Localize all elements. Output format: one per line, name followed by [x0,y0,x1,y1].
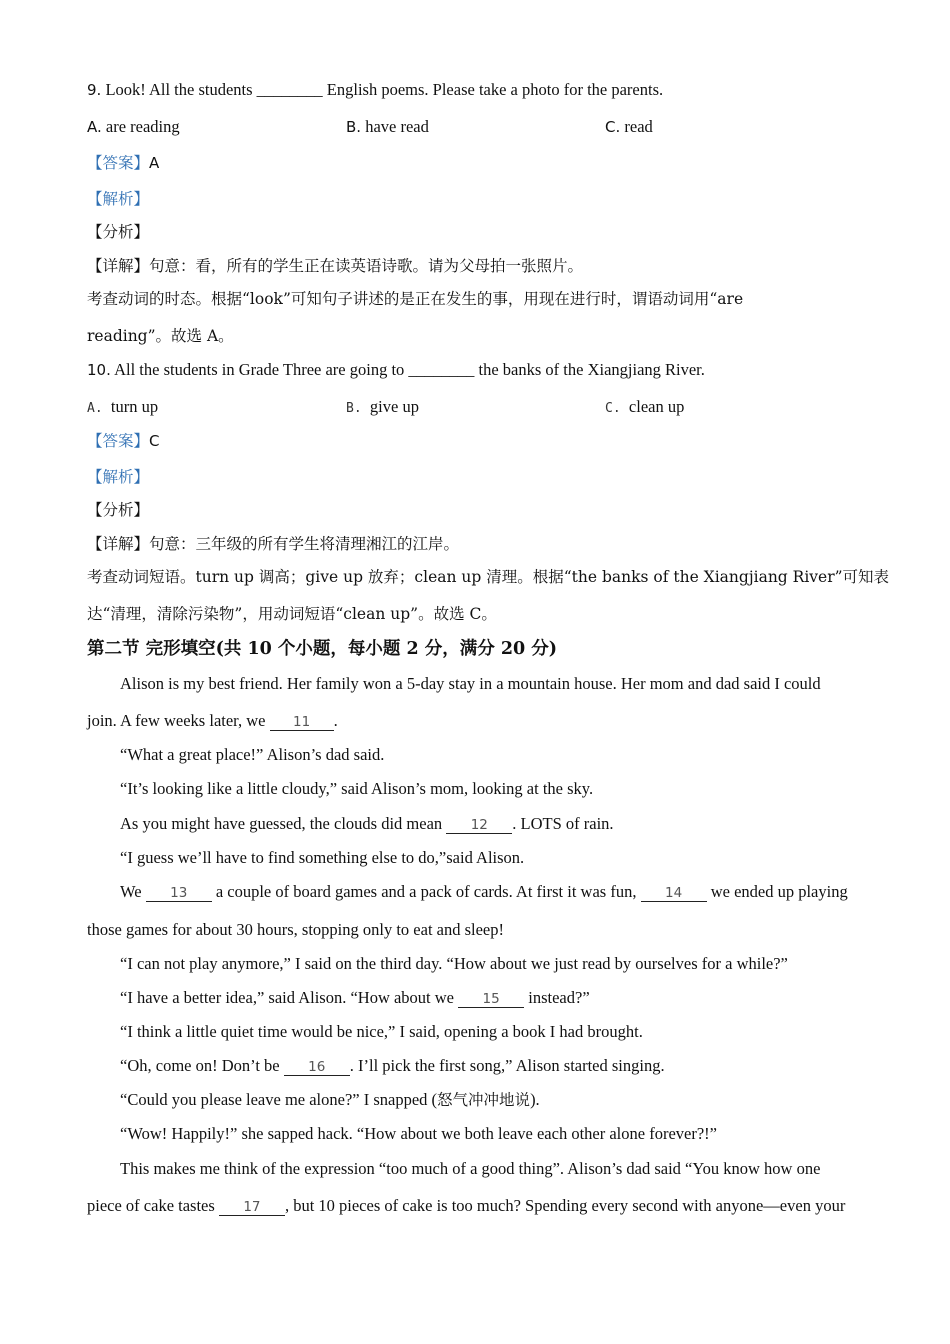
question-text: Look! All the students ________ English poems. Please take a photo for the parents. [105,80,664,99]
fenxi-tag: 【分析】 [87,501,150,519]
passage-line [120,988,590,1008]
passage-text: join. A few weeks later, we [87,711,266,730]
blank-11[interactable]: 11 [270,715,334,731]
option-b [346,117,429,137]
passage-line: “I guess we’ll have to find something else to do,”said Alison. [120,848,525,867]
answer-tag: 【答案】 [87,154,150,172]
section-heading: 第二节 完形填空(共 10 个小题，每小题 2 分，满分 20 分) [87,639,558,659]
passage-text: “Could you please leave me alone?” I snapped ( [120,1090,438,1109]
analysis-tag: 【解析】 [87,468,150,486]
passage-line: “I can not play anymore,” I said on the third day. “How about we just read by ourselves for a while?” [120,954,788,973]
passage-line [120,1090,540,1110]
passage-text: we ended up playing [710,882,848,901]
answer-tag: 【答案】 [87,432,150,450]
option-letter: B. [346,401,362,416]
answer-value: C [149,432,160,450]
option-b [346,397,419,419]
passage-text: “I have a better idea,” said Alison. “How about we [120,988,455,1007]
passage-line: Alison is my best friend. Her family won a 5-day stay in a mountain house. Her mom and dad said I could [120,674,821,693]
passage-line: This makes me think of the expression “too much of a good thing”. Alison’s dad said “You know how one [120,1159,821,1178]
answer-line [87,431,160,451]
passage-text: , but 10 pieces of cake is too much? Spending every second with anyone—even your [284,1196,846,1215]
passage-text: instead?” [528,988,590,1007]
passage-text: . I’ll pick the first song,” Alison started singing. [349,1056,665,1075]
passage-text: We [120,882,142,901]
explanation-line-1: 考查动词短语。turn up 调高；give up 放弃；clean up 清理。根据“the banks of the Xiangjiang River”可知表 [87,568,890,586]
option-c [605,397,684,419]
question-10-stem [87,360,705,380]
passage-line [120,882,848,902]
blank-13[interactable]: 13 [146,886,212,902]
passage-text: ). [530,1090,540,1109]
answer-line [87,153,159,173]
blank-17[interactable]: 17 [219,1200,285,1216]
blank-14[interactable]: 14 [641,886,707,902]
passage-line [87,711,338,731]
passage-line: “It’s looking like a little cloudy,” said Alison’s mom, looking at the sky. [120,779,594,798]
option-c [605,117,653,137]
option-text: clean up [628,397,685,416]
passage-line: “I think a little quiet time would be nice,” I said, opening a book I had brought. [120,1022,643,1041]
detail-tag: 【详解】 [87,257,150,275]
explanation-line-1: 考查动词的时态。根据“look”可知句子讲述的是正在发生的事，用现在进行时，谓语动词用“are [87,290,744,308]
option-a [87,397,158,419]
option-letter: A. [87,401,103,416]
option-text: turn up [110,397,159,416]
explanation-line-2: 达“清理，清除污染物”，用动词短语“clean up”。故选 C。 [87,605,497,623]
fenxi-tag: 【分析】 [87,223,150,241]
blank-12[interactable]: 12 [446,818,512,834]
option-letter: C. [605,118,621,136]
detail-text: 句意：三年级的所有学生将清理湘江的江岸。 [149,535,460,553]
option-text: are reading [105,117,180,136]
question-number: 10. [87,361,111,379]
passage-text: As you might have guessed, the clouds did mean [120,814,443,833]
passage-line [120,814,614,834]
passage-chinese-gloss: 怒气冲冲地说 [437,1091,531,1109]
detail-tag: 【详解】 [87,535,150,553]
blank-16[interactable]: 16 [284,1060,350,1076]
passage-line: “Wow! Happily!” she sapped hack. “How about we both leave each other alone forever?!” [120,1124,717,1143]
detail-line [87,534,459,554]
passage-line [87,1196,845,1216]
passage-line: those games for about 30 hours, stopping only to eat and sleep! [87,920,505,939]
option-letter: C. [605,401,621,416]
passage-text: . LOTS of rain. [512,814,614,833]
passage-line [120,1056,665,1076]
option-letter: A. [87,118,102,136]
option-a [87,117,180,137]
option-text: give up [369,397,419,416]
passage-line: “What a great place!” Alison’s dad said. [120,745,385,764]
question-text: All the students in Grade Three are going to ________ the banks of the Xiangjiang River. [114,360,705,379]
blank-15[interactable]: 15 [458,992,524,1008]
option-letter: B. [346,118,362,136]
question-9-stem [87,80,663,100]
option-text: have read [365,117,429,136]
option-text: read [624,117,653,136]
detail-text: 句意：看，所有的学生正在读英语诗歌。请为父母拍一张照片。 [149,257,584,275]
detail-line [87,256,583,276]
question-number: 9. [87,81,102,99]
explanation-line-2: reading”。故选 A。 [87,327,234,345]
passage-text: “Oh, come on! Don’t be [120,1056,280,1075]
answer-value: A [149,154,160,172]
analysis-tag: 【解析】 [87,190,150,208]
passage-text: . [333,711,338,730]
passage-text: piece of cake tastes [87,1196,215,1215]
passage-text: a couple of board games and a pack of cards. At first it was fun, [215,882,637,901]
